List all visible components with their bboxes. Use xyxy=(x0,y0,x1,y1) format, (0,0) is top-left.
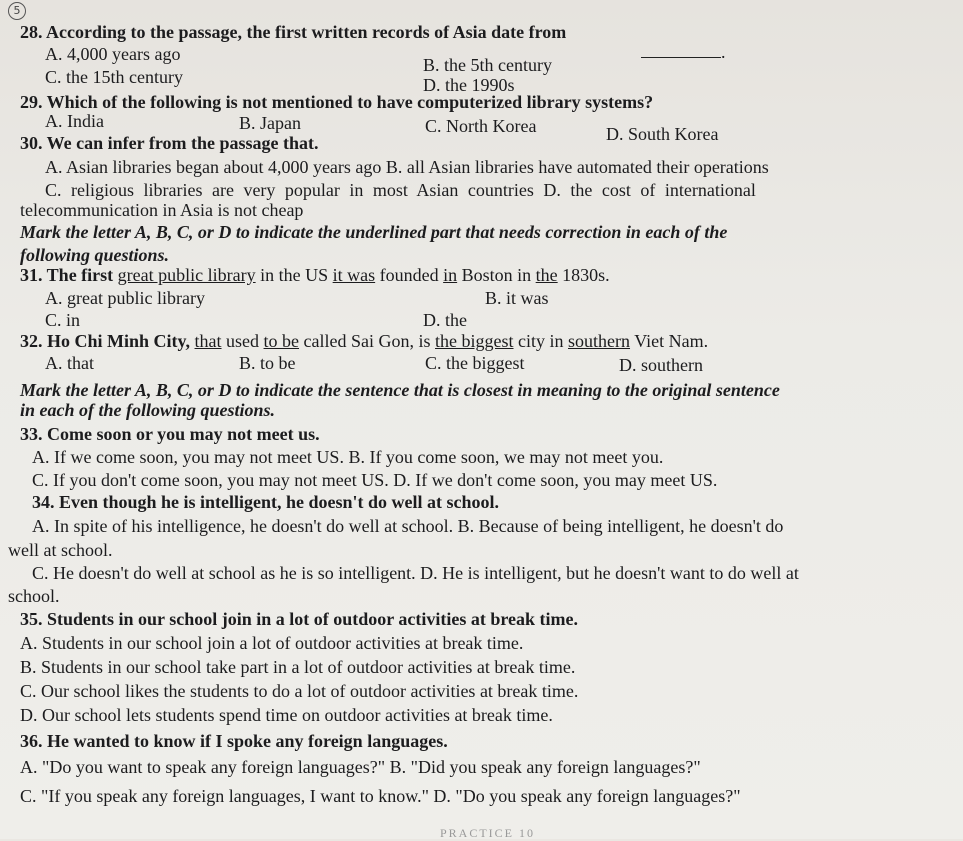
underlined-part-a: great public library xyxy=(117,265,256,285)
q34-line2: well at school. xyxy=(8,540,113,560)
underlined-part-d: the xyxy=(535,265,558,285)
instruction-error-identification-cont: following questions. xyxy=(20,245,170,265)
underlined-part-b: to be xyxy=(263,331,300,351)
q35-stem: 35. Students in our school join in a lot of outdoor activities at break time. xyxy=(20,609,579,629)
q30-line1: A. Asian libraries began about 4,000 years ago B. all Asian libraries have automated their operations xyxy=(45,157,769,177)
instruction-sentence-transformation-cont: in each of the following questions. xyxy=(20,400,276,420)
underlined-part-c: in xyxy=(443,265,458,285)
q31-option-b: B. it was xyxy=(485,288,549,308)
q31-option-d: D. the xyxy=(423,310,467,330)
q28-option-d: D. the 1990s xyxy=(423,75,515,95)
q35-option-c: C. Our school likes the students to do a lot of outdoor activities at break time. xyxy=(20,681,579,701)
q34-line3: C. He doesn't do well at school as he is so intelligent. D. He is intelligent, but he doesn't want to do well at xyxy=(32,563,799,583)
q32-stem: 32. Ho Chi Minh City, that used to be called Sai Gon, is the biggest city in southern Viet Nam. xyxy=(20,331,709,351)
q32-option-a: A. that xyxy=(45,353,94,373)
q31-option-a: A. great public library xyxy=(45,288,205,308)
q33-options-cd: C. If you don't come soon, you may not meet US. D. If we don't come soon, you may meet US. xyxy=(32,470,718,490)
q29-option-b: B. Japan xyxy=(239,113,301,133)
q35-option-d: D. Our school lets students spend time on outdoor activities at break time. xyxy=(20,705,553,725)
q36-options-cd: C. "If you speak any foreign languages, I want to know." D. "Do you speak any foreign languages?" xyxy=(20,786,741,806)
q29-option-a: A. India xyxy=(45,111,104,131)
q28-option-b: B. the 5th century xyxy=(423,55,552,75)
q36-options-ab: A. "Do you want to speak any foreign languages?" B. "Did you speak any foreign languages?" xyxy=(20,757,701,777)
q30-line2: C. religious libraries are very popular in most Asian countries D. the cost of international xyxy=(45,180,756,200)
q33-options-ab: A. If we come soon, you may not meet US. B. If you come soon, we may not meet you. xyxy=(32,447,664,467)
q32-option-b: B. to be xyxy=(239,353,296,373)
q29-option-d: D. South Korea xyxy=(606,124,719,144)
q28-blank: . xyxy=(641,42,726,62)
answer-blank xyxy=(641,43,721,58)
underlined-part-a: that xyxy=(194,331,222,351)
q31-option-c: C. in xyxy=(45,310,81,330)
q34-line4: school. xyxy=(8,586,60,606)
q34-stem: 34. Even though he is intelligent, he doesn't do well at school. xyxy=(32,492,500,512)
q32-option-c: C. the biggest xyxy=(425,353,525,373)
q31-stem: 31. The first great public library in the US it was founded in Boston in the 1830s. xyxy=(20,265,610,285)
q28-stem: 28. According to the passage, the first written records of Asia date from xyxy=(20,22,567,42)
q33-stem: 33. Come soon or you may not meet us. xyxy=(20,424,320,444)
page-footer: PRACTICE 10 xyxy=(440,826,536,840)
q28-option-a: A. 4,000 years ago xyxy=(45,44,181,64)
instruction-sentence-transformation: Mark the letter A, B, C, or D to indicate the sentence that is closest in meaning to the original sentence xyxy=(20,380,780,400)
underlined-part-c: the biggest xyxy=(435,331,514,351)
q35-option-b: B. Students in our school take part in a lot of outdoor activities at break time. xyxy=(20,657,576,677)
instruction-error-identification: Mark the letter A, B, C, or D to indicate the underlined part that needs correction in each of the xyxy=(20,222,728,242)
q32-option-d: D. southern xyxy=(619,355,703,375)
circled-number-icon: 5 xyxy=(8,2,26,20)
q30-stem: 30. We can infer from the passage that. xyxy=(20,133,319,153)
q30-line3: telecommunication in Asia is not cheap xyxy=(20,200,304,220)
underlined-part-d: southern xyxy=(568,331,631,351)
q29-option-c: C. North Korea xyxy=(425,116,537,136)
q29-stem: 29. Which of the following is not mentioned to have computerized library systems? xyxy=(20,92,654,112)
q34-line1: A. In spite of his intelligence, he doesn't do well at school. B. Because of being intelligent, he doesn't do xyxy=(32,516,784,536)
underlined-part-b: it was xyxy=(332,265,376,285)
q36-stem: 36. He wanted to know if I spoke any foreign languages. xyxy=(20,731,448,751)
q28-option-c: C. the 15th century xyxy=(45,67,183,87)
q35-option-a: A. Students in our school join a lot of outdoor activities at break time. xyxy=(20,633,524,653)
